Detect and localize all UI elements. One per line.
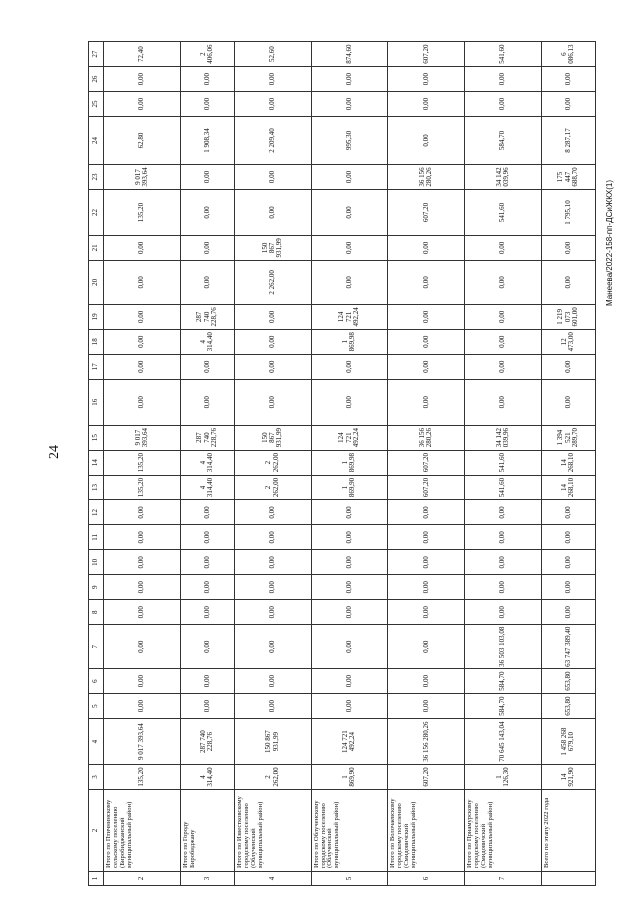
table-cell: 36 503 103,08	[465, 625, 542, 669]
table-cell: 36 156 280,26	[388, 165, 465, 190]
table-cell: 0,00	[465, 260, 542, 304]
table-row	[465, 17, 542, 886]
table-cell: 124 721 492,24	[311, 425, 388, 450]
table-cell: 653,80	[541, 694, 595, 719]
table-cell: 0,00	[465, 67, 542, 92]
table-cell: 287 740 228,76	[180, 304, 234, 329]
table-cell: 150 867 931,99	[234, 719, 311, 765]
table-cell: 2 262,00	[234, 450, 311, 475]
table-cell: 124 721 492,24	[311, 719, 388, 765]
table-cell: 0,00	[311, 189, 388, 235]
table-cell: 4 314,40	[180, 329, 234, 354]
table-cell: 541,60	[465, 42, 542, 67]
table-cell: 1 869,98	[311, 450, 388, 475]
table-cell: 287 740 228,76	[180, 719, 234, 765]
table-cell: 0,00	[311, 669, 388, 694]
table-cell: 0,00	[465, 304, 542, 329]
table-cell: 874,60	[311, 42, 388, 67]
column-number: 15	[89, 425, 104, 450]
table-cell: 135,20	[104, 450, 181, 475]
table-cell: 124 721 492,24	[311, 304, 388, 329]
table-cell: 36 156 280,26	[388, 425, 465, 450]
table-cell: 0,00	[465, 235, 542, 260]
table-cell: 0,00	[465, 575, 542, 600]
table-cell: 9 017 393,64	[104, 425, 181, 450]
column-number: 5	[89, 694, 104, 719]
table-cell: 4 314,40	[180, 475, 234, 500]
column-number: 19	[89, 304, 104, 329]
table-cell: 2 406,06	[180, 42, 234, 67]
table-cell: 0,00	[388, 92, 465, 117]
table-cell: 63 747 389,40	[541, 625, 595, 669]
column-number: 10	[89, 550, 104, 575]
table-cell: 2 209,40	[234, 117, 311, 165]
row-label: Всего по этапу 2022 года	[541, 790, 595, 872]
column-number: 2	[89, 790, 104, 872]
table-cell: 135,20	[104, 475, 181, 500]
table-cell: 0,00	[311, 67, 388, 92]
column-number: 1	[89, 872, 104, 886]
data-table	[88, 16, 596, 886]
table-cell: 0,00	[180, 575, 234, 600]
table-cell: 0,00	[388, 304, 465, 329]
table-cell: 287 740 228,76	[180, 425, 234, 450]
table-cell: 1 869,90	[311, 765, 388, 790]
table-cell: 0,00	[388, 600, 465, 625]
table-cell: 1 795,10	[541, 189, 595, 235]
table-cell: 0,00	[388, 669, 465, 694]
table-cell: 0,00	[311, 235, 388, 260]
row-label: Итого по Птичнинскому сельскому поселению (Биробиджанский муниципальный район)	[104, 790, 181, 872]
row-label: Итого по Приамурскому городскому поселению (Смидовичский муниципальный район)	[465, 790, 542, 872]
table-cell: 0,00	[388, 117, 465, 165]
table-cell: 607,20	[388, 765, 465, 790]
table-cell: 0,00	[311, 354, 388, 379]
table-cell: 0,00	[104, 525, 181, 550]
row-number: 6	[388, 872, 465, 886]
rotated-table-stage	[88, 16, 596, 886]
table-cell: 0,00	[180, 354, 234, 379]
table-cell: 2 262,00	[234, 475, 311, 500]
table-cell: 607,20	[388, 42, 465, 67]
table-cell: 0,00	[234, 525, 311, 550]
table-cell: 34 142 039,96	[465, 165, 542, 190]
table-cell: 0,00	[311, 694, 388, 719]
table-cell: 4 314,40	[180, 765, 234, 790]
table-cell: 0,00	[541, 379, 595, 425]
table-cell: 0,00	[388, 550, 465, 575]
row-label: Итого по Волочаевскому городскому поселению (Смидовичский муниципальный район)	[388, 790, 465, 872]
table-cell: 0,00	[465, 550, 542, 575]
table-cell: 0,00	[180, 260, 234, 304]
row-label: Итого по Городу Биробиджану	[180, 790, 234, 872]
table-cell: 6 086,13	[541, 42, 595, 67]
table-cell: 9 017 393,64	[104, 719, 181, 765]
table-header-row	[89, 17, 104, 886]
table-cell: 0,00	[234, 550, 311, 575]
table-cell: 70 645 143,04	[465, 719, 542, 765]
table-cell: 0,00	[234, 189, 311, 235]
table-cell: 0,00	[234, 354, 311, 379]
table-cell: 0,00	[104, 694, 181, 719]
table-cell: 0,00	[541, 354, 595, 379]
table-cell: 14 268,10	[541, 450, 595, 475]
table-cell: 1 869,98	[311, 329, 388, 354]
table-cell: 0,00	[180, 235, 234, 260]
table-cell: 0,00	[388, 67, 465, 92]
table-cell: 0,00	[388, 260, 465, 304]
column-number: 25	[89, 92, 104, 117]
table-cell: 150 867 931,99	[234, 425, 311, 450]
table-cell: 541,60	[465, 450, 542, 475]
table-cell: 0,00	[234, 329, 311, 354]
table-cell: 0,00	[180, 500, 234, 525]
table-cell: 0,00	[180, 550, 234, 575]
column-number: 18	[89, 329, 104, 354]
table-cell: 150 867 931,99	[234, 235, 311, 260]
table-cell: 0,00	[311, 550, 388, 575]
table-cell: 0,00	[234, 600, 311, 625]
table-cell: 0,00	[541, 235, 595, 260]
table-cell: 0,00	[311, 92, 388, 117]
table-cell: 0,00	[311, 165, 388, 190]
table-cell: 584,70	[465, 669, 542, 694]
table-cell: 0,00	[104, 92, 181, 117]
table-cell: 0,00	[388, 354, 465, 379]
table-cell: 0,00	[180, 600, 234, 625]
table-cell: 607,20	[388, 475, 465, 500]
row-number: 5	[311, 872, 388, 886]
table-cell: 0,00	[541, 575, 595, 600]
table-row	[234, 17, 311, 886]
table-cell: 584,70	[465, 117, 542, 165]
page-number: 24	[47, 445, 62, 459]
table-cell: 0,00	[180, 625, 234, 669]
table-cell: 8 287,17	[541, 117, 595, 165]
table-cell: 541,60	[465, 475, 542, 500]
table-cell: 607,20	[388, 189, 465, 235]
table-cell: 0,00	[388, 694, 465, 719]
table-cell: 0,00	[180, 92, 234, 117]
table-cell: 72,40	[104, 42, 181, 67]
table-cell: 0,00	[388, 625, 465, 669]
table-cell: 0,00	[541, 525, 595, 550]
table-cell: 0,00	[180, 694, 234, 719]
table-cell: 0,00	[465, 525, 542, 550]
table-cell: 4 314,40	[180, 450, 234, 475]
table-cell: 0,00	[234, 669, 311, 694]
table-cell: 0,00	[311, 500, 388, 525]
table-cell: 1 869,90	[311, 475, 388, 500]
table-cell: 0,00	[104, 260, 181, 304]
table-cell: 0,00	[104, 575, 181, 600]
table-cell: 607,20	[388, 450, 465, 475]
table-cell: 1 908,34	[180, 117, 234, 165]
table-cell: 653,80	[541, 669, 595, 694]
table-cell: 0,00	[234, 625, 311, 669]
table-cell: 9 017 393,64	[104, 165, 181, 190]
table-cell: 0,00	[541, 260, 595, 304]
table-cell: 0,00	[388, 329, 465, 354]
column-number: 4	[89, 719, 104, 765]
table-cell: 0,00	[541, 500, 595, 525]
row-number: 4	[234, 872, 311, 886]
table-cell: 0,00	[104, 550, 181, 575]
table-cell: 0,00	[465, 379, 542, 425]
table-row	[104, 17, 181, 886]
column-number: 11	[89, 525, 104, 550]
row-number: 2	[104, 872, 181, 886]
table-cell: 0,00	[104, 67, 181, 92]
row-label: Итого по Известковскому городскому поселению (Облученский муниципальный район)	[234, 790, 311, 872]
table-cell: 0,00	[104, 354, 181, 379]
table-cell: 0,00	[311, 625, 388, 669]
table-cell: 0,00	[234, 379, 311, 425]
table-cell: 0,00	[104, 625, 181, 669]
table-cell: 0,00	[311, 260, 388, 304]
table-cell: 0,00	[180, 379, 234, 425]
document-id: Манеева/2022-158-пп-ДСиЖКХ(1)	[605, 180, 614, 306]
column-number: 24	[89, 117, 104, 165]
table-cell: 36 156 280,26	[388, 719, 465, 765]
column-number: 8	[89, 600, 104, 625]
column-number: 9	[89, 575, 104, 600]
column-number: 6	[89, 669, 104, 694]
table-cell: 34 142 039,96	[465, 425, 542, 450]
table-cell: 135,20	[104, 765, 181, 790]
table-cell: 0,00	[180, 525, 234, 550]
table-cell: 0,00	[541, 67, 595, 92]
column-number: 7	[89, 625, 104, 669]
table-cell: 0,00	[311, 379, 388, 425]
column-number: 3	[89, 765, 104, 790]
table-cell: 0,00	[388, 235, 465, 260]
table-cell: 0,00	[180, 189, 234, 235]
table-cell: 995,30	[311, 117, 388, 165]
table-cell: 0,00	[180, 165, 234, 190]
column-number: 20	[89, 260, 104, 304]
row-label: Итого по Облученскому городскому поселению (Облученский муниципальный район)	[311, 790, 388, 872]
table-cell: 2 262,00	[234, 260, 311, 304]
table-cell: 0,00	[234, 575, 311, 600]
table-cell: 2 262,00	[234, 765, 311, 790]
column-number: 22	[89, 189, 104, 235]
table-cell: 0,00	[388, 379, 465, 425]
table-cell: 584,70	[465, 694, 542, 719]
table-cell: 0,00	[234, 304, 311, 329]
table-cell: 0,00	[234, 500, 311, 525]
table-cell: 0,00	[465, 354, 542, 379]
table-cell: 62,80	[104, 117, 181, 165]
table-cell: 0,00	[311, 600, 388, 625]
column-number: 16	[89, 379, 104, 425]
table-cell: 0,00	[104, 329, 181, 354]
column-number: 21	[89, 235, 104, 260]
column-number: 23	[89, 165, 104, 190]
table-cell: 0,00	[311, 575, 388, 600]
column-number: 12	[89, 500, 104, 525]
table-cell: 0,00	[388, 575, 465, 600]
table-cell: 1 458 268 679,10	[541, 719, 595, 765]
column-number: 26	[89, 67, 104, 92]
table-cell: 0,00	[541, 92, 595, 117]
table-cell: 0,00	[104, 600, 181, 625]
table-cell: 1 219 073 601,00	[541, 304, 595, 329]
column-number: 14	[89, 450, 104, 475]
column-number: 27	[89, 42, 104, 67]
table-cell: 0,00	[104, 669, 181, 694]
table-cell: 0,00	[180, 669, 234, 694]
table-cell: 0,00	[388, 525, 465, 550]
table-cell: 0,00	[104, 304, 181, 329]
table-cell: 14 921,90	[541, 765, 595, 790]
row-number	[541, 872, 595, 886]
table-cell: 12 473,00	[541, 329, 595, 354]
table-cell: 0,00	[104, 500, 181, 525]
column-number: 17	[89, 354, 104, 379]
table-cell: 541,60	[465, 189, 542, 235]
table-cell: 0,00	[180, 67, 234, 92]
table-cell: 0,00	[234, 694, 311, 719]
table-row	[180, 17, 234, 886]
table-row	[388, 17, 465, 886]
table-cell: 14 268,10	[541, 475, 595, 500]
row-number: 3	[180, 872, 234, 886]
table-cell: 0,00	[234, 165, 311, 190]
table-cell: 52,60	[234, 42, 311, 67]
row-number: 7	[465, 872, 542, 886]
table-cell: 0,00	[541, 550, 595, 575]
table-row	[311, 17, 388, 886]
column-number: 13	[89, 475, 104, 500]
table-cell: 0,00	[104, 379, 181, 425]
table-cell: 0,00	[234, 67, 311, 92]
table-cell: 0,00	[465, 329, 542, 354]
table-cell: 0,00	[465, 600, 542, 625]
table-cell: 0,00	[388, 500, 465, 525]
table-cell: 0,00	[541, 600, 595, 625]
table-cell: 0,00	[465, 92, 542, 117]
table-cell: 0,00	[104, 235, 181, 260]
table-cell: 1 394 521 289,70	[541, 425, 595, 450]
table-cell: 0,00	[234, 92, 311, 117]
table-row	[541, 17, 595, 886]
table-cell: 0,00	[465, 500, 542, 525]
table-cell: 0,00	[311, 525, 388, 550]
table-cell: 1 126,30	[465, 765, 542, 790]
table-cell: 175 447 688,70	[541, 165, 595, 190]
table-cell: 135,20	[104, 189, 181, 235]
